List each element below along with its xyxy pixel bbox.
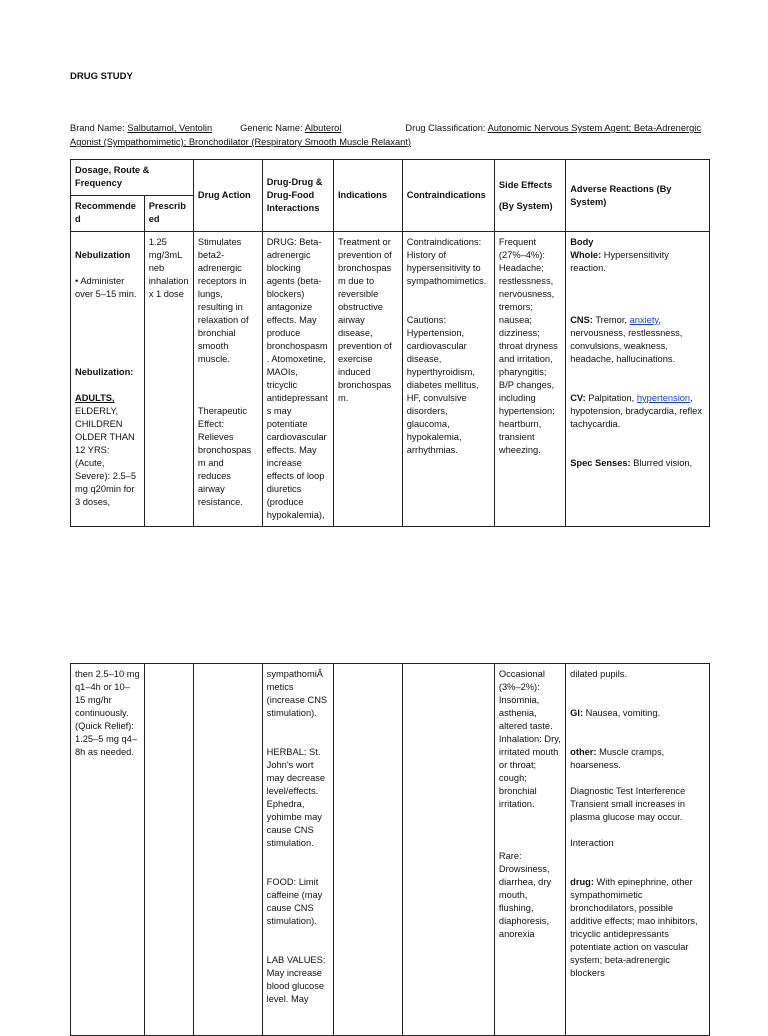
- adverse-cns-label: CNS:: [570, 315, 593, 325]
- adverse-gi-label: GI:: [570, 708, 584, 718]
- side-effects-occasional-text: Occasional (3%–2%): Insomnia, asthenia, altered taste. Inhalation: Dry, irritated mouth or throat; cough; bronchial irritation.: [498, 669, 561, 809]
- drug-study-table-top: [70, 159, 710, 527]
- header-contraindications: Contraindications: [402, 160, 494, 232]
- therapeutic-effect-text: Therapeutic Effect: Relieves bronchospasm and reduces airway resistance.: [197, 406, 252, 507]
- adverse-body-heading: Body: [570, 237, 594, 247]
- header-indications: Indications: [333, 160, 402, 232]
- header-dosage-route-frequency: Dosage, Route & Frequency: [71, 160, 194, 196]
- cell-recommended-cont: then 2.5–10 mg q1–4h or 10–15 mg/hr continuously. (Quick Relief): 1.25–5 mg q4–8h as needed.: [71, 664, 145, 1036]
- recommended-nebulization-dosing-heading: Nebulization:: [75, 367, 134, 377]
- adverse-cns-post: , nervousness, restlessness, convulsions, weakness, headache, hallucinations.: [570, 315, 683, 364]
- cell-adverse-reactions: [566, 232, 710, 527]
- drug-header-info: [70, 121, 710, 149]
- cell-indications: Treatment or prevention of bronchospasm due to reversible obstructive airway disease, prevention of exercise induced bronchospasm.: [333, 232, 402, 527]
- cell-interactions: DRUG: Beta-adrenergic blocking agents (beta-blockers) antagonize effects. May produce bronchospasm. Atomoxetine, MAOIs, tricyclic antidepressants may potentiate cardiovascular effects. May increase effects of loop diuretics (produce hypokalemia),: [262, 232, 333, 527]
- cell-contraindications: [402, 232, 494, 527]
- header-interactions: Drug-Drug & Drug-Food Interactions: [262, 160, 333, 232]
- cell-contraindications-cont: [402, 664, 494, 1036]
- brand-name-value: Salbutamol, Ventolin: [127, 123, 213, 133]
- adverse-drug-label: drug:: [570, 877, 594, 887]
- adverse-drug-text: With epinephrine, other sympathomimetic bronchodilators, possible additive effects; mao inhibitors, tricyclic antidepressants potentiate action on vascular system; beta-adrenergic blockers: [570, 877, 698, 978]
- hypertension-link[interactable]: hypertension: [636, 393, 691, 403]
- adverse-other-text: Muscle cramps, hoarseness.: [570, 747, 665, 770]
- cell-prescribed-cont: [144, 664, 193, 1036]
- header-drug-action: Drug Action: [193, 160, 262, 232]
- header-side-effects-sub: (By System): [498, 200, 553, 211]
- recommended-nebulization-heading: Nebulization: [75, 250, 131, 260]
- cautions-text: Cautions: Hypertension, cardiovascular disease, hyperthyroidism, diabetes mellitus, HF, convulsive disorders, glaucoma, hypokalemia, arrhythmias.: [406, 315, 479, 455]
- header-side-effects: [494, 160, 565, 232]
- cell-recommended: [71, 232, 145, 527]
- cell-side-effects-cont: [494, 664, 565, 1036]
- drug-study-table-continuation: [70, 663, 710, 1036]
- header-prescribed: Prescribed: [144, 196, 193, 232]
- drug-classification-label: Drug Classification:: [405, 123, 488, 133]
- interactions-food-text: FOOD: Limit caffeine (may cause CNS stimulation).: [266, 877, 323, 926]
- cell-indications-cont: [333, 664, 402, 1036]
- cell-side-effects: Frequent (27%–4%): Headache; restlessness, nervousness, tremors; nausea; dizziness; throat dryness and irritation, pharyngitis; B/P changes, including hypertension; heartburn, transient wheezing.: [494, 232, 565, 527]
- cell-interactions-cont: [262, 664, 333, 1036]
- side-effects-rare-text: Rare: Drowsiness, diarrhea, dry mouth, flushing, diaphoresis, anorexia: [498, 851, 552, 939]
- contraindications-text: Contraindications: History of hypersensitivity to sympathomimetics.: [406, 237, 487, 286]
- adverse-cv-label: CV:: [570, 393, 586, 403]
- header-recommended: Recommended: [71, 196, 145, 232]
- adverse-pupils-text: dilated pupils.: [570, 669, 628, 679]
- drug-action-text: Stimulates beta2-adrenergic receptors in lungs, resulting in relaxation of bronchial smooth muscle.: [197, 237, 249, 364]
- interactions-herbal-text: HERBAL: St. John's wort may decrease level/effects. Ephedra, yohimbe may cause CNS stimulation.: [266, 747, 326, 848]
- cell-adverse-reactions-cont: [566, 664, 710, 1036]
- interactions-lab-text: LAB VALUES: May increase blood glucose level. May: [266, 955, 326, 1004]
- adverse-whole-label: Whole:: [570, 250, 602, 260]
- adverse-whole-text: Hypersensitivity reaction.: [570, 250, 669, 273]
- table-row: [71, 664, 710, 1036]
- drug-classification-value: Autonomic Nervous System Agent; Beta-Adrenergic Agonist (Sympathomimetic); Bronchodilator (Respiratory Smooth Muscle Relaxant): [70, 123, 701, 147]
- table-row: [71, 232, 710, 527]
- interactions-cont-text: sympathomiÂ metics (increase CNS stimulation).: [266, 669, 328, 718]
- header-side-effects-label: Side Effects: [498, 179, 553, 190]
- page-title: DRUG STUDY: [70, 71, 133, 82]
- recommended-adults-label: ADULTS,: [75, 393, 115, 403]
- cell-drug-action-cont: [193, 664, 262, 1036]
- adverse-spec-text: Blurred vision,: [630, 458, 693, 468]
- cell-prescribed: 1.25 mg/3mL neb inhalation x 1 dose: [144, 232, 193, 527]
- adverse-cv-pre: Palpitation,: [585, 393, 637, 403]
- adverse-cns-pre: Tremor,: [592, 315, 630, 325]
- header-adverse-reactions: Adverse Reactions (By System): [566, 160, 710, 232]
- generic-name-value: Albuterol: [304, 123, 342, 133]
- anxiety-link[interactable]: anxiety: [629, 315, 659, 325]
- adverse-other-label: other:: [570, 747, 597, 757]
- generic-name-label: Generic Name:: [240, 123, 305, 133]
- brand-name-label: Brand Name:: [70, 123, 128, 133]
- recommended-administer-bullet: • Administer over 5–15 min.: [75, 276, 137, 299]
- adverse-cv-post: , hypotension, bradycardia, reflex tachycardia.: [570, 393, 702, 429]
- diagnostic-test-interference-text: Diagnostic Test Interference Transient small increases in plasma glucose may occur.: [570, 786, 686, 822]
- cell-drug-action: [193, 232, 262, 527]
- recommended-adults-dosing: ELDERLY, CHILDREN OLDER THAN 12 YRS: (Acute, Severe): 2.5–5 mg q20min for 3 doses,: [75, 406, 136, 507]
- adverse-gi-text: Nausea, vomiting.: [583, 708, 661, 718]
- adverse-spec-label: Spec Senses:: [570, 458, 631, 468]
- interaction-heading: Interaction: [570, 838, 614, 848]
- table-header-row: [71, 160, 710, 196]
